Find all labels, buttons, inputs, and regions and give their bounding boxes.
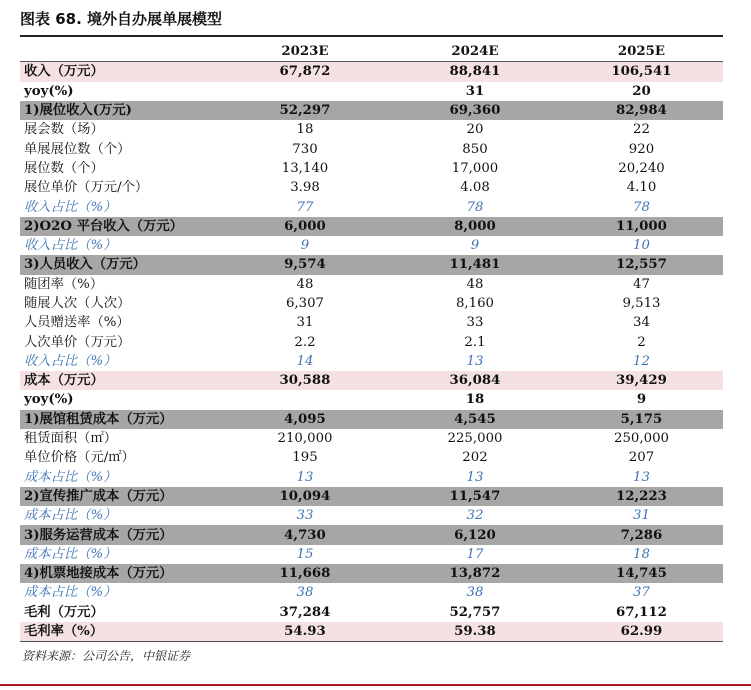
cell-2023e: 10,094 [220, 487, 390, 506]
cell-2023e: 730 [292, 141, 318, 157]
row-label: yoy(%) [24, 83, 74, 99]
table-row [20, 352, 723, 371]
cell-2024e: 4,545 [390, 410, 560, 429]
row-label: 单展展位数（个） [24, 141, 131, 157]
cell-2024e: 8,000 [390, 217, 560, 236]
row-label: 收入占比（%） [24, 353, 117, 369]
row-label: 展位数（个） [24, 160, 104, 176]
cell-2024e: 13 [466, 469, 484, 485]
cell-2024e: 78 [466, 199, 484, 215]
cell-2023e: 15 [296, 546, 314, 562]
cell-2024e: 38 [466, 585, 484, 601]
cell-2025e: 31 [633, 508, 650, 524]
table-row [20, 545, 723, 564]
table-row [20, 217, 723, 236]
cell-2024e: 11,547 [390, 487, 560, 506]
cell-2024e: 18 [465, 392, 485, 408]
cell-2023e: 37,284 [279, 604, 331, 620]
cell-2025e: 47 [633, 276, 650, 292]
table-row [20, 448, 723, 467]
table-row [20, 159, 723, 178]
cell-2023e: 30,588 [220, 371, 390, 390]
row-label: 人次单价（万元） [24, 334, 131, 350]
row-label: 成本占比（%） [24, 469, 117, 485]
table-row [20, 410, 723, 429]
cell-2025e: 11,000 [560, 217, 723, 236]
cell-2023e: 54.93 [220, 622, 390, 642]
cell-2024e: 225,000 [447, 431, 503, 447]
cell-2023e [220, 82, 390, 101]
cell-2025e: 9,513 [622, 296, 661, 311]
cell-2023e [220, 390, 390, 409]
cell-2025e: 2 [637, 334, 646, 350]
table-row [20, 487, 723, 506]
header-row [20, 42, 723, 62]
cell-2023e: 9 [300, 238, 310, 254]
cell-2023e: 2.2 [294, 334, 316, 350]
row-label: 成本占比（%） [24, 508, 117, 524]
row-label: 3)服务运营成本（万元） [20, 525, 220, 544]
row-label: 2)O2O 平台收入（万元） [20, 217, 220, 236]
cell-2025e: 7,286 [560, 525, 723, 544]
row-label: 2)宣传推广成本（万元） [20, 487, 220, 506]
cell-2024e: 4.08 [460, 180, 490, 196]
cell-2025e: 106,541 [560, 62, 723, 82]
row-label: 成本（万元） [20, 371, 220, 390]
table-row [20, 390, 723, 409]
cell-2025e: 78 [633, 199, 650, 215]
header-2025e: 2025E [560, 42, 723, 62]
cell-2024e: 59.38 [390, 622, 560, 642]
cell-2024e: 36,084 [390, 371, 560, 390]
row-label: 成本占比（%） [24, 546, 117, 562]
table-row [20, 62, 723, 82]
cell-2023e: 48 [296, 276, 314, 292]
table-row [20, 313, 723, 332]
cell-2024e: 17 [466, 546, 484, 562]
header-2023e: 2023E [220, 42, 390, 62]
cell-2025e: 62.99 [560, 622, 723, 642]
row-label: 随展人次（人次） [24, 296, 131, 311]
cell-2025e: 18 [633, 546, 650, 562]
cell-2025e: 37 [633, 585, 650, 601]
header-label [20, 42, 220, 62]
table-row [20, 622, 723, 642]
row-label: 1)展馆租赁成本（万元） [20, 410, 220, 429]
cell-2024e: 11,481 [390, 255, 560, 274]
cell-2025e: 9 [636, 392, 647, 408]
table-row [20, 294, 723, 313]
table-row [20, 371, 723, 390]
row-label: 成本占比（%） [24, 585, 117, 601]
cell-2024e: 202 [462, 450, 488, 466]
table-row [20, 332, 723, 351]
cell-2025e: 20 [632, 83, 651, 99]
cell-2023e: 3.98 [290, 180, 320, 196]
table-row [20, 255, 723, 274]
model-table [20, 42, 723, 642]
row-label: 收入占比（%） [24, 199, 117, 215]
table-row [20, 82, 723, 101]
cell-2025e: 20,240 [618, 160, 665, 176]
cell-2024e: 13,872 [390, 564, 560, 583]
row-label: 随团率（%） [24, 276, 104, 292]
cell-2023e: 67,872 [220, 62, 390, 82]
cell-2025e: 34 [633, 315, 650, 331]
cell-2024e: 17,000 [451, 160, 499, 176]
table-row [20, 603, 723, 622]
row-label: 租赁面积（㎡） [24, 431, 118, 447]
cell-2023e: 210,000 [277, 431, 333, 447]
table-row [20, 506, 723, 525]
row-label: yoy(%) [24, 392, 74, 408]
table-row [20, 178, 723, 197]
row-label: 毛利（万元） [24, 604, 104, 620]
cell-2025e: 39,429 [560, 371, 723, 390]
row-label: 人员赠送率（%） [24, 315, 130, 331]
table-row [20, 583, 723, 602]
cell-2024e: 2.1 [464, 334, 486, 350]
cell-2023e: 31 [296, 315, 314, 331]
cell-2023e: 14 [296, 353, 314, 369]
cell-2025e: 10 [633, 238, 650, 254]
cell-2023e: 52,297 [220, 101, 390, 120]
row-label: 单位价格（元/㎡） [24, 450, 135, 466]
cell-2025e: 12,223 [560, 487, 723, 506]
table-row [20, 197, 723, 216]
header-2024e: 2024E [390, 42, 560, 62]
cell-2023e: 6,000 [220, 217, 390, 236]
cell-2024e: 13 [466, 353, 484, 369]
cell-2023e: 18 [296, 122, 314, 138]
table-row [20, 139, 723, 158]
row-label: 4)机票地接成本（万元） [20, 564, 220, 583]
source-note: 资料来源：公司公告，中银证券 [22, 649, 191, 663]
title-divider [20, 35, 723, 37]
cell-2023e: 38 [296, 585, 314, 601]
row-label: 毛利率（%） [20, 622, 220, 642]
cell-2025e: 207 [628, 450, 655, 466]
cell-2025e: 22 [633, 122, 650, 138]
cell-2024e: 8,160 [455, 296, 495, 311]
table-row [20, 468, 723, 487]
table-row [20, 101, 723, 120]
cell-2023e: 13 [296, 469, 314, 485]
cell-2024e: 20 [466, 122, 484, 138]
cell-2023e: 33 [296, 508, 314, 524]
cell-2023e: 77 [296, 199, 314, 215]
cell-2023e: 9,574 [220, 255, 390, 274]
cell-2023e: 4,730 [220, 525, 390, 544]
cell-2025e: 12 [633, 353, 650, 369]
cell-2023e: 13,140 [281, 160, 329, 176]
cell-2025e: 920 [628, 141, 655, 157]
cell-2024e: 9 [470, 238, 480, 254]
cell-2023e: 4,095 [220, 410, 390, 429]
row-label: 展位单价（万元/个） [24, 180, 149, 196]
cell-2024e: 33 [466, 315, 484, 331]
cell-2023e: 11,668 [220, 564, 390, 583]
cell-2025e: 13 [633, 469, 650, 485]
row-label: 收入占比（%） [24, 238, 117, 254]
row-label: 3)人员收入（万元） [20, 255, 220, 274]
cell-2025e: 67,112 [616, 604, 667, 620]
table-row [20, 429, 723, 448]
cell-2025e: 14,745 [560, 564, 723, 583]
cell-2024e: 850 [462, 141, 488, 157]
cell-2024e: 48 [466, 276, 484, 292]
cell-2025e: 12,557 [560, 255, 723, 274]
table-row [20, 120, 723, 139]
cell-2023e: 6,307 [285, 296, 325, 311]
cell-2024e: 52,757 [449, 604, 501, 620]
cell-2025e: 4.10 [626, 180, 657, 196]
row-label: 1)展位收入(万元) [20, 101, 220, 120]
table-row [20, 525, 723, 544]
row-label: 展会数（场） [24, 122, 104, 138]
cell-2024e: 69,360 [390, 101, 560, 120]
cell-2025e: 5,175 [560, 410, 723, 429]
footer-divider [0, 684, 751, 686]
table-body [20, 62, 723, 642]
table-row [20, 275, 723, 294]
table-row [20, 564, 723, 583]
figure-title: 图表 68. 境外自办展单展模型 [20, 10, 223, 28]
cell-2023e: 195 [292, 450, 318, 466]
cell-2024e: 32 [466, 508, 484, 524]
row-label: 收入（万元） [20, 62, 220, 82]
cell-2025e: 82,984 [560, 101, 723, 120]
cell-2024e: 6,120 [390, 525, 560, 544]
cell-2025e: 250,000 [614, 431, 669, 447]
cell-2024e: 88,841 [390, 62, 560, 82]
cell-2024e: 31 [465, 83, 485, 99]
table-row [20, 236, 723, 255]
